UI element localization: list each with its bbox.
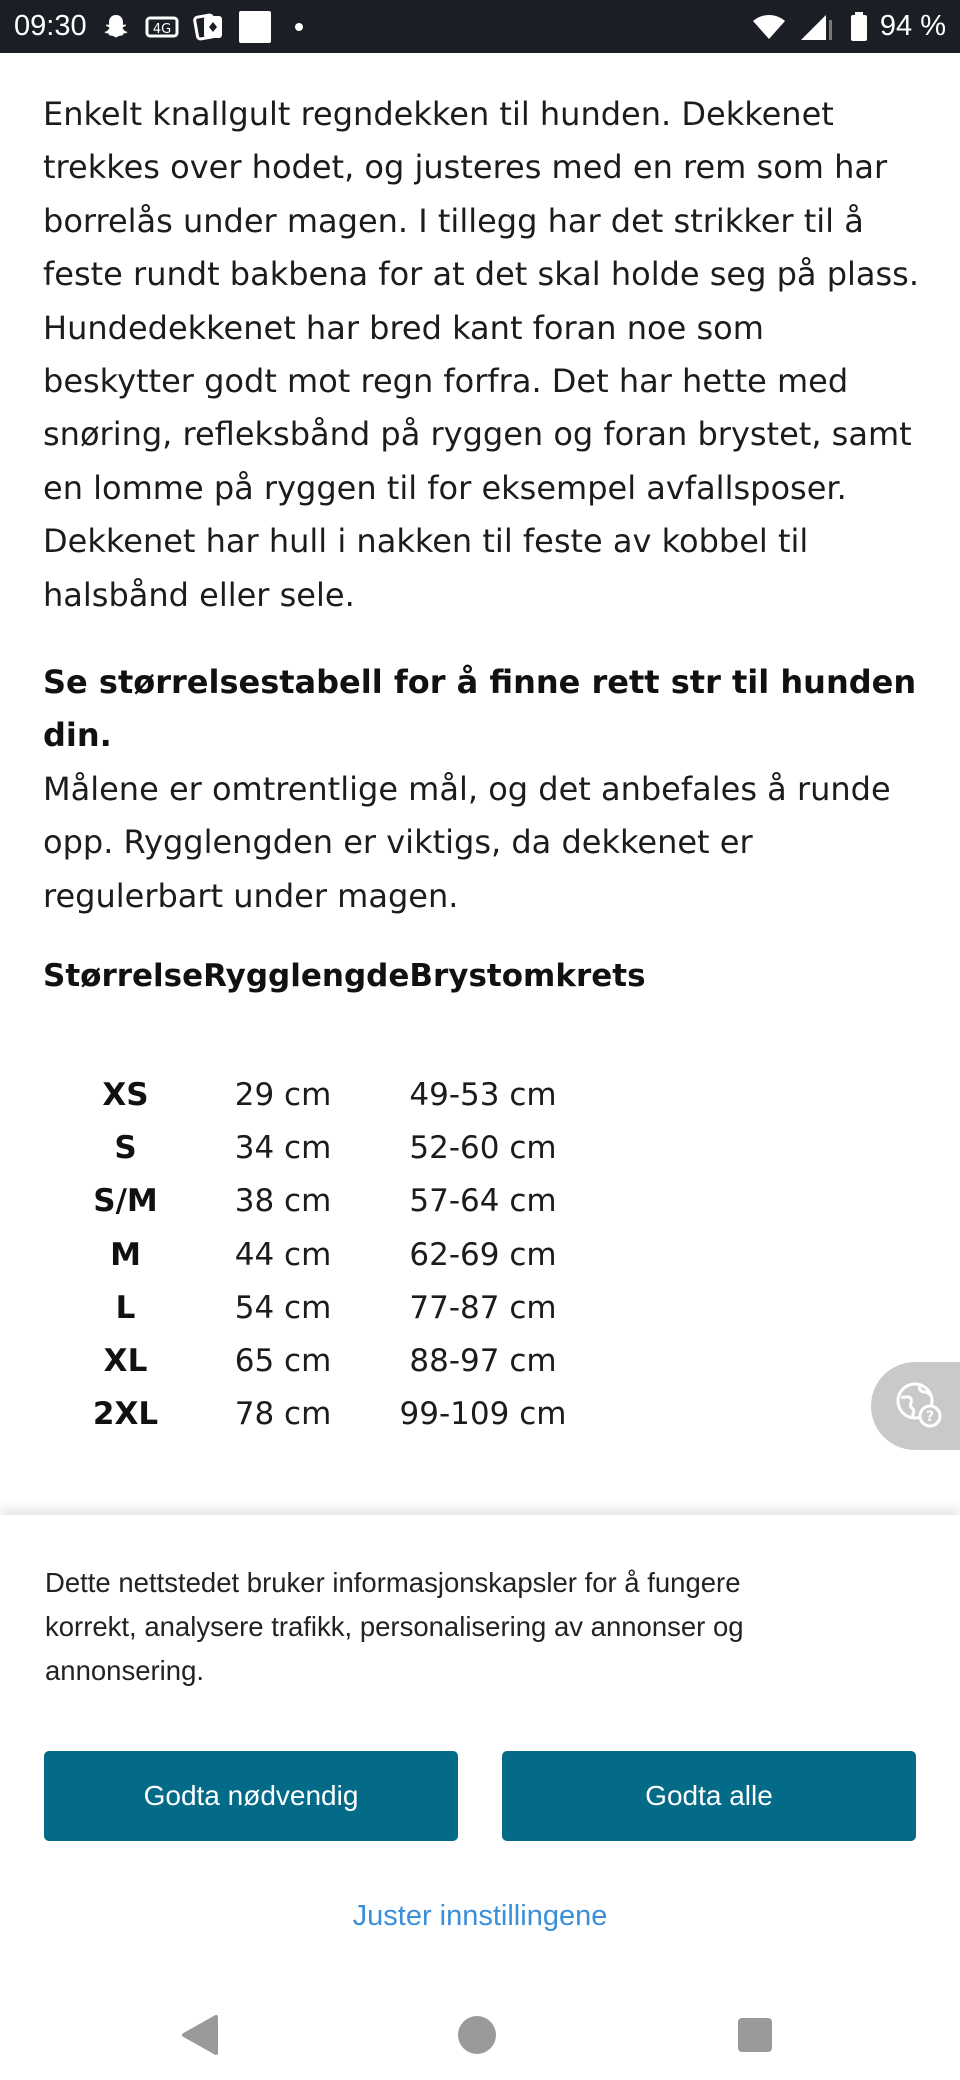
cell-size: XS: [102, 1076, 149, 1113]
wifi-icon: [752, 13, 786, 41]
cell-chest: 62-69 cm: [409, 1236, 557, 1273]
svg-text:?: ?: [925, 1409, 935, 1425]
cell-back-length: 29 cm: [234, 1076, 332, 1113]
status-right: [752, 10, 946, 43]
navigation-bar: [0, 1990, 960, 2080]
cell-chest: 57-64 cm: [409, 1183, 557, 1220]
size-guide-note: Målene er omtrentlige mål, og det anbefales å runde opp. Rygglengden er viktigs, da dekkenet er regulerbart under magen.: [43, 769, 891, 915]
recents-icon[interactable]: [738, 2018, 772, 2052]
cards-icon: [193, 12, 225, 42]
battery-percent: 94 %: [879, 10, 946, 42]
table-row: [43, 1388, 683, 1441]
cell-back-length: 78 cm: [234, 1396, 332, 1433]
cell-size: S/M: [93, 1183, 158, 1220]
table-row: [43, 1175, 683, 1228]
table-row: [43, 1334, 683, 1387]
cell-chest: 52-60 cm: [409, 1129, 557, 1166]
cell-back-length: 54 cm: [234, 1289, 332, 1326]
cell-back-length: 44 cm: [234, 1236, 332, 1273]
phone-call-icon: [145, 12, 179, 42]
cell-back-length: 34 cm: [234, 1129, 332, 1166]
cell-size: 2XL: [92, 1396, 159, 1433]
accept-necessary-button[interactable]: Godta nødvendig: [44, 1751, 458, 1841]
cell-size: M: [110, 1236, 141, 1273]
square-icon: [239, 11, 271, 43]
cell-chest: 88-97 cm: [409, 1343, 557, 1380]
cell-chest: 49-53 cm: [409, 1076, 557, 1113]
table-row: [43, 1281, 683, 1334]
cell-back-length: 65 cm: [234, 1343, 332, 1380]
table-row: [43, 1121, 683, 1174]
product-description: Enkelt knallgult regndekken til hunden. Dekkenet trekkes over hodet, og justeres med en rem som har borrelås under magen. I tillegg har det strikker til å feste rundt bakbena for at det skal holde seg på plass. Hundedekkenet har bred kant foran noe som beskytter godt mot regn forfra. Det har hette med snøring, refleksbånd på ryggen og foran brystet, samt en lomme på ryggen til for eksempel avfallsposer. Dekkenet har hull i nakken til feste av kobbel til halsbånd eller sele.: [43, 95, 920, 614]
cell-size: S: [114, 1129, 137, 1166]
product-content: [43, 88, 923, 1003]
header-back-length: Rygglengde: [203, 958, 410, 995]
globe-question-icon: [893, 1379, 943, 1433]
status-left: [14, 10, 303, 43]
snapchat-icon: [101, 12, 131, 42]
cell-size: L: [115, 1289, 136, 1326]
cell-chest: 77-87 cm: [409, 1289, 557, 1326]
accept-all-button[interactable]: Godta alle: [502, 1751, 916, 1841]
header-size: Størrelse: [43, 958, 204, 995]
adjust-settings-link[interactable]: Juster innstillingene: [352, 1900, 608, 1932]
status-bar: [0, 0, 960, 53]
header-chest: Brystomkrets: [409, 958, 646, 995]
cell-back-length: 38 cm: [234, 1183, 332, 1220]
cell-chest: 99-109 cm: [399, 1396, 567, 1433]
signal-icon: [798, 12, 838, 42]
cell-size: XL: [103, 1343, 148, 1380]
back-icon[interactable]: [180, 2014, 218, 2060]
status-time: 09:30: [14, 10, 87, 42]
dot-icon: [295, 23, 303, 31]
size-guide-heading: Se størrelsestabell for å finne rett str til hunden din.: [43, 663, 917, 755]
battery-icon: [850, 12, 868, 42]
home-icon[interactable]: [458, 2016, 496, 2054]
table-row: [43, 1228, 683, 1281]
size-table: [43, 1068, 683, 1441]
size-table-header: [43, 950, 923, 1003]
cookie-banner: [0, 1515, 960, 1990]
svg-text:4G: 4G: [152, 21, 171, 37]
table-row: [43, 1068, 683, 1121]
cookie-text: Dette nettstedet bruker informasjonskapsler for å fungere korrekt, analysere trafikk, personalisering av annonser og annonsering.: [45, 1567, 744, 1686]
language-help-button[interactable]: [871, 1362, 960, 1450]
